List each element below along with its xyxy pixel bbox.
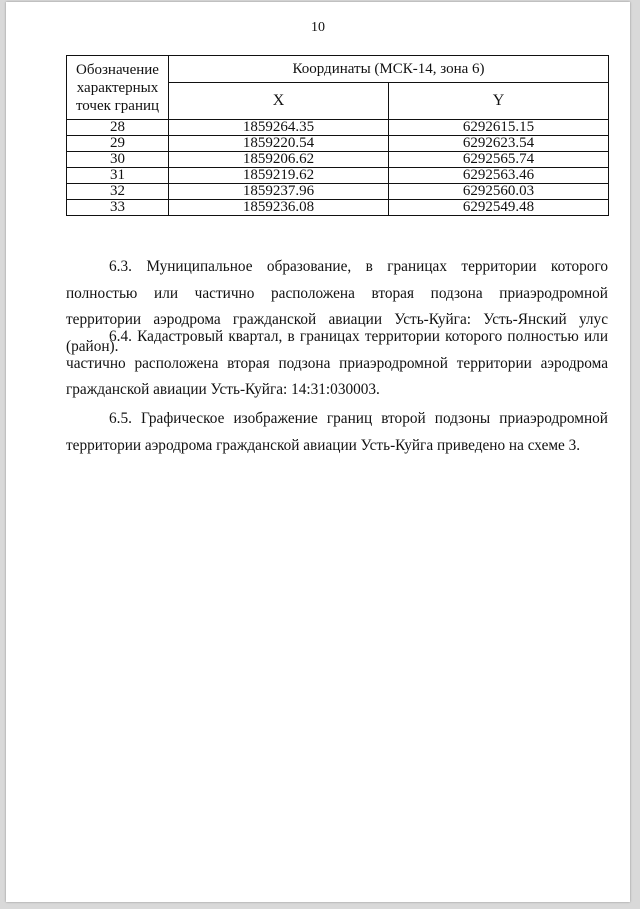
y-cell: 6292623.54	[389, 136, 609, 152]
table-row	[67, 184, 609, 200]
table-row	[67, 136, 609, 152]
x-cell: 1859264.35	[169, 120, 389, 136]
y-cell: 6292565.74	[389, 152, 609, 168]
paragraph-6-4: 6.4. Кадастровый квартал, в границах территории которого полностью или частично расположена вторая подзона приаэродромной территории аэродрома гражданской авиации Усть-Куйга: 14:31:030003.	[66, 328, 608, 398]
point-cell: 29	[67, 136, 169, 152]
x-cell: 1859237.96	[169, 184, 389, 200]
y-cell: 6292560.03	[389, 184, 609, 200]
x-cell: 1859206.62	[169, 152, 389, 168]
point-cell: 30	[67, 152, 169, 168]
x-cell: 1859219.62	[169, 168, 389, 184]
x-cell: 1859236.08	[169, 200, 389, 216]
table-row	[67, 168, 609, 184]
paragraph-6-3: 6.3. Муниципальное образование, в границах территории которого полностью или частично расположена вторая подзона приаэродромной территории аэродрома гражданской авиации Усть-Куйга: Усть-Янский улус (район).	[66, 258, 608, 355]
y-cell: 6292615.15	[389, 120, 609, 136]
y-cell: 6292563.46	[389, 168, 609, 184]
point-cell: 28	[67, 120, 169, 136]
header-designation: Обозначение характерных точек границ	[67, 56, 169, 120]
header-x: X	[169, 83, 389, 120]
point-cell: 33	[67, 200, 169, 216]
point-cell: 32	[67, 184, 169, 200]
table-row	[67, 200, 609, 216]
header-coordinates: Координаты (МСК-14, зона 6)	[169, 56, 609, 83]
point-cell: 31	[67, 168, 169, 184]
x-cell: 1859220.54	[169, 136, 389, 152]
table-row	[67, 152, 609, 168]
paragraph-6-5: 6.5. Графическое изображение границ второй подзоны приаэродромной территории аэродрома гражданской авиации Усть-Куйга приведено на схеме 3.	[66, 410, 608, 454]
y-cell: 6292549.48	[389, 200, 609, 216]
coordinates-table	[66, 55, 609, 216]
page-number: 10	[311, 20, 325, 35]
document-page	[6, 2, 630, 902]
table-row	[67, 120, 609, 136]
header-y: Y	[389, 83, 609, 120]
